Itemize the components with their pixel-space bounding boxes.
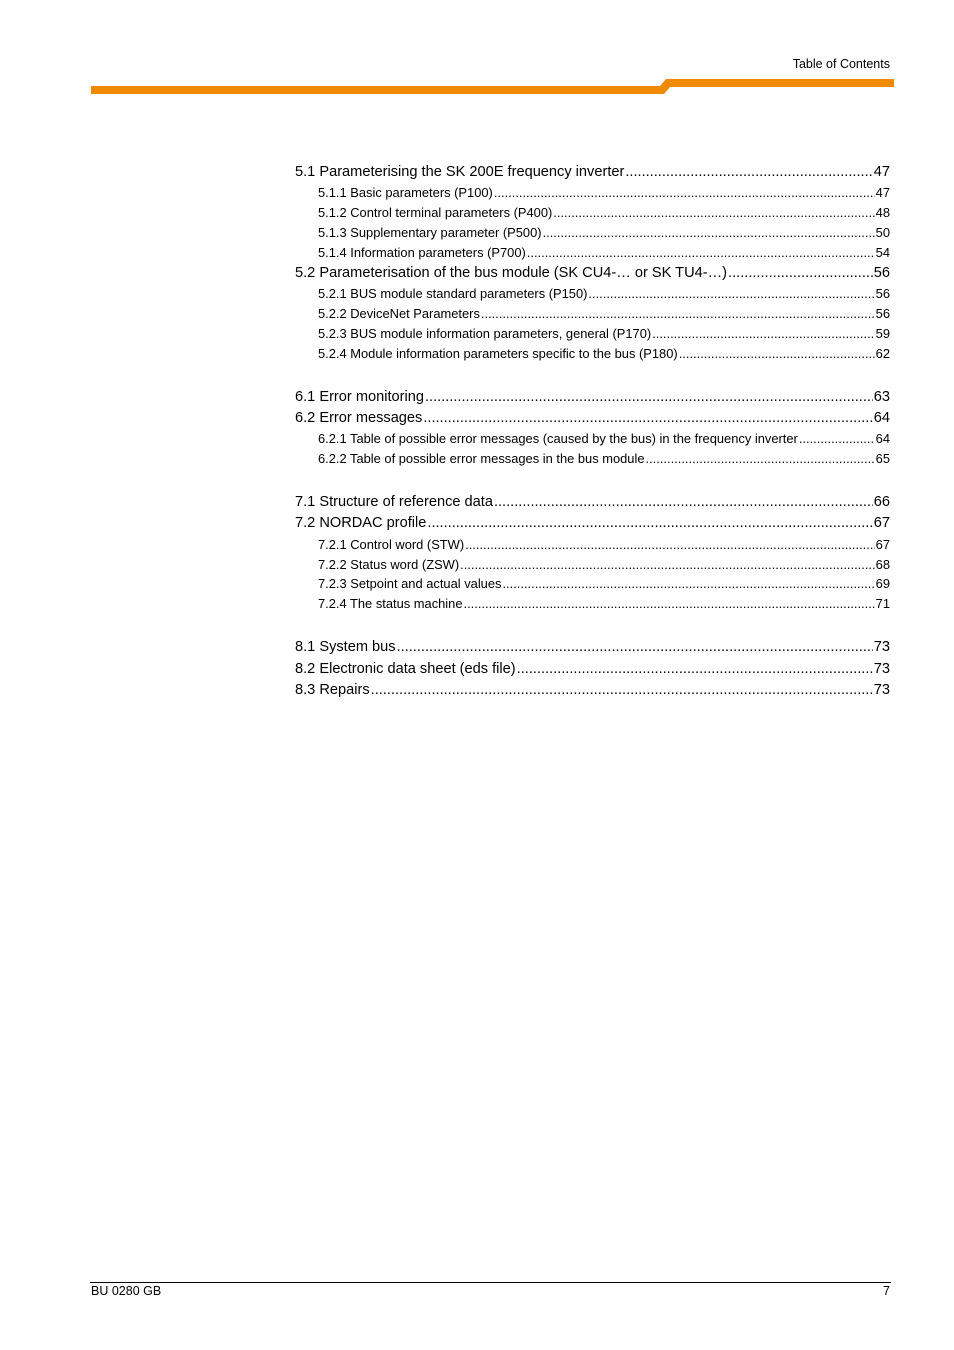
toc-dot-leader	[494, 492, 873, 513]
toc-subentry[interactable]	[295, 284, 890, 304]
toc-entry-title: 6.2.2 Table of possible error messages in the bus module	[318, 451, 645, 467]
toc-entry-title: 5.1.4 Information parameters (P700)	[318, 244, 526, 260]
toc-entry-title: 8.1 System bus	[295, 639, 396, 656]
toc-dot-leader	[799, 429, 875, 449]
toc-page-number: 48	[875, 205, 890, 221]
toc-entry-title: 6.2 Error messages	[295, 410, 423, 427]
toc-subentry[interactable]	[295, 203, 890, 223]
toc-entry-title: 5.2.1 BUS module standard parameters (P150)	[318, 286, 588, 302]
toc-entry-title: 7.2.4 The status machine	[318, 596, 463, 612]
toc-entry-title: 5.1.2 Control terminal parameters (P400)	[318, 205, 553, 221]
toc-entry[interactable]	[295, 492, 890, 513]
toc-entry[interactable]	[295, 659, 890, 680]
toc-dot-leader	[588, 284, 874, 304]
toc-entry-title: 5.2.4 Module information parameters specific to the bus (P180)	[318, 345, 678, 361]
toc-subentry[interactable]	[295, 183, 890, 203]
toc-entry-title: 5.2 Parameterisation of the bus module (SK CU4-… or SK TU4-…)	[295, 264, 728, 281]
toc-entry-title: 5.1 Parameterising the SK 200E frequency inverter	[295, 164, 625, 180]
running-header-title: Table of Contents	[792, 57, 890, 71]
toc-page-number: 71	[875, 596, 890, 612]
toc-section-group	[295, 162, 890, 364]
toc-page-number: 47	[875, 185, 890, 201]
toc-dot-leader	[728, 263, 873, 284]
toc-dot-leader	[494, 183, 875, 203]
toc-entry-title: 7.1 Structure of reference data	[295, 494, 493, 511]
toc-entry[interactable]	[295, 387, 890, 408]
toc-dot-leader	[397, 637, 873, 658]
toc-dot-leader	[481, 304, 875, 324]
toc-section-group	[295, 492, 890, 614]
toc-dot-leader	[465, 535, 875, 555]
header-accent-bar	[0, 0, 954, 100]
toc-entry-title: 5.1.1 Basic parameters (P100)	[318, 185, 493, 201]
toc-page-number: 63	[873, 388, 890, 405]
toc-section-group	[295, 387, 890, 469]
toc-dot-leader	[679, 344, 875, 364]
toc-page-number: 67	[875, 536, 890, 552]
toc-subentry[interactable]	[295, 555, 890, 575]
toc-entry-title: 6.2.1 Table of possible error messages (caused by the bus) in the frequency inverter	[318, 431, 798, 447]
toc-dot-leader	[427, 513, 872, 534]
toc-page-number: 56	[873, 264, 890, 281]
toc-subentry[interactable]	[295, 594, 890, 614]
toc-subentry[interactable]	[295, 223, 890, 243]
toc-dot-leader	[371, 680, 873, 701]
toc-subentry[interactable]	[295, 429, 890, 449]
toc-page-number: 47	[873, 164, 890, 180]
footer-page-number: 7	[883, 1284, 890, 1298]
footer-rule	[90, 1282, 891, 1283]
toc-entry-title: 5.1.3 Supplementary parameter (P500)	[318, 225, 542, 241]
footer-document-id: BU 0280 GB	[91, 1284, 162, 1298]
toc-page-number: 56	[875, 306, 890, 322]
toc-entry[interactable]	[295, 637, 890, 658]
toc-page-number: 56	[875, 286, 890, 302]
toc-dot-leader	[464, 594, 875, 614]
toc-subentry[interactable]	[295, 304, 890, 324]
toc-page-number: 54	[875, 244, 890, 260]
toc-page-number: 66	[873, 494, 890, 511]
toc-entry-title: 5.2.3 BUS module information parameters, general (P170)	[318, 325, 652, 341]
toc-dot-leader	[460, 555, 875, 575]
toc-subentry[interactable]	[295, 344, 890, 364]
toc-dot-leader	[423, 408, 872, 429]
toc-page-number: 73	[873, 681, 890, 698]
toc-entry[interactable]	[295, 408, 890, 429]
toc-entry[interactable]	[295, 513, 890, 534]
toc-entry-title: 7.2.1 Control word (STW)	[318, 536, 465, 552]
toc-dot-leader	[553, 203, 874, 223]
toc-entry[interactable]	[295, 263, 890, 284]
toc-dot-leader	[517, 659, 873, 680]
toc-page-number: 67	[873, 515, 890, 532]
toc-subentry[interactable]	[295, 449, 890, 469]
toc-page-number: 73	[873, 660, 890, 677]
toc-subentry[interactable]	[295, 535, 890, 555]
toc-page-number: 50	[875, 225, 890, 241]
toc-page-number: 73	[873, 639, 890, 656]
toc-dot-leader	[646, 449, 875, 469]
toc-entry-title: 8.2 Electronic data sheet (eds file)	[295, 660, 516, 677]
toc-entry-title: 7.2.3 Setpoint and actual values	[318, 576, 502, 592]
toc-section-group	[295, 637, 890, 701]
toc-page-number: 65	[875, 451, 890, 467]
toc-dot-leader	[625, 162, 872, 183]
toc-entry-title: 7.2 NORDAC profile	[295, 515, 427, 532]
toc-subentry[interactable]	[295, 574, 890, 594]
toc-page-number: 64	[875, 431, 890, 447]
toc-page-number: 59	[875, 325, 890, 341]
toc-dot-leader	[425, 387, 873, 408]
toc-page-number: 68	[875, 556, 890, 572]
toc-page-number: 62	[875, 345, 890, 361]
toc-entry[interactable]	[295, 162, 890, 183]
toc-dot-leader	[527, 243, 875, 263]
toc-page-number: 69	[875, 576, 890, 592]
toc-entry[interactable]	[295, 680, 890, 701]
toc-entry-title: 5.2.2 DeviceNet Parameters	[318, 306, 480, 322]
toc-entry-title: 8.3 Repairs	[295, 681, 370, 698]
accent-bar-shape	[91, 79, 894, 94]
toc-entry-title: 7.2.2 Status word (ZSW)	[318, 556, 460, 572]
toc-subentry[interactable]	[295, 243, 890, 263]
toc-dot-leader	[543, 223, 875, 243]
toc-entry-title: 6.1 Error monitoring	[295, 388, 424, 405]
toc-subentry[interactable]	[295, 324, 890, 344]
table-of-contents	[295, 162, 890, 701]
toc-dot-leader	[502, 574, 874, 594]
toc-page-number: 64	[873, 410, 890, 427]
toc-dot-leader	[652, 324, 874, 344]
